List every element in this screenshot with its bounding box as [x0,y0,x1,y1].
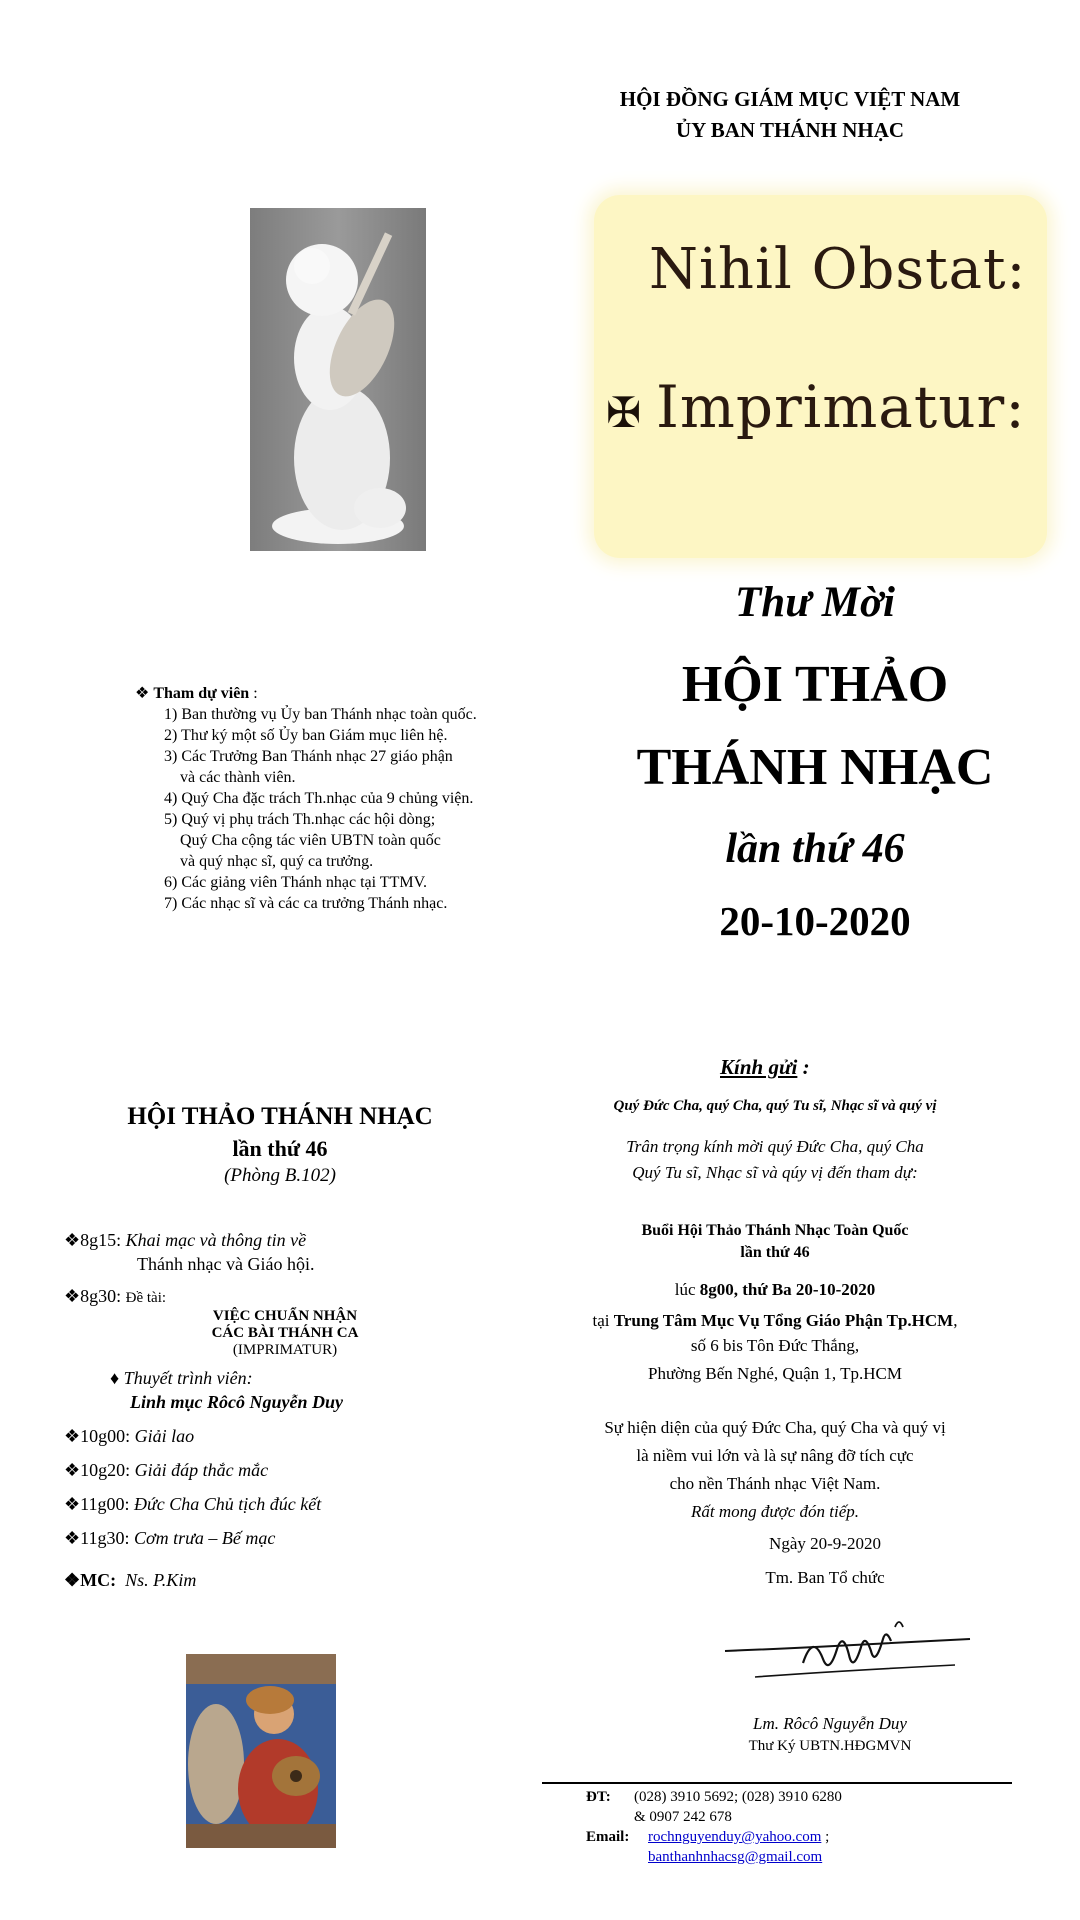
address-line-2: Phường Bến Nghé, Quận 1, Tp.HCM [648,1364,902,1383]
list-item: 6) Các giảng viên Thánh nhạc tại TTMV. [164,874,428,891]
program-title: HỘI THẢO THÁNH NHẠC [127,1103,433,1130]
org-line-2: ỦY BAN THÁNH NHẠC [675,118,905,142]
list-item: 7) Các nhạc sĩ và các ca trưởng Thánh nhạc. [164,895,448,912]
list-item: 5) Quý vị phụ trách Th.nhạc các hội dòng; [164,811,436,828]
organization-header [560,84,1020,146]
schedule-row: ❖11g00: Đức Cha Chủ tịch đúc kết [64,1494,322,1514]
invite-line-1: Trân trọng kính mời quý Đức Cha, quý Cha [626,1137,924,1156]
schedule-row-continued: Thánh nhạc và Giáo hội. [137,1254,315,1274]
email-link-2[interactable]: banthanhnhacsg@gmail.com [648,1849,823,1865]
email-link-1[interactable]: rochnguyenduy@yahoo.com [648,1829,822,1845]
list-item: 2) Thư ký một số Ủy ban Giám mục liên hệ. [164,727,448,744]
address-line-1: số 6 bis Tôn Đức Thắng, [690,1336,860,1355]
event-time: lúc 8g00, thứ Ba 20-10-2020 [674,1280,876,1299]
participants-heading: ❖ Tham dự viên : [135,685,258,702]
list-item: 3) Các Trưởng Ban Thánh nhạc 27 giáo phận [164,748,453,765]
schedule-row: ❖8g30: Đề tài: [64,1286,167,1306]
angel-fresco-image [186,1654,336,1848]
nihil-obstat-imprimatur-box [594,195,1047,558]
diamond-bullet-icon: ❖ [135,685,150,702]
list-item: Quý Cha cộng tác viên UBTN toàn quốc [180,832,441,849]
presence-line-3: cho nền Thánh nhạc Việt Nam. [669,1474,881,1493]
phone-row: ĐT: (028) 3910 5692; (028) 3910 6280 [586,1789,842,1805]
recipients: Quý Đức Cha, quý Cha, quý Tu sĩ, Nhạc sĩ và quý vị [613,1098,937,1114]
participants-list [135,683,555,914]
divider-line [542,1782,1012,1784]
list-item: và quý nhạc sĩ, quý ca trưởng. [180,853,374,870]
title-line-1: HỘI THẢO [681,656,949,713]
nihil-obstat-text: Nihil Obstat: [649,237,1027,302]
speaker-label: ♦ Thuyết trình viên: [110,1368,253,1388]
mc-row: ❖MC: Ns. P.Kim [64,1570,197,1590]
presence-line-2: là niềm vui lớn và là sự nâng đỡ tích cực [636,1446,914,1465]
signer-title: Thư Ký UBTN.HĐGMVN [748,1738,912,1754]
speaker-name: Linh mục Rôcô Nguyễn Duy [130,1392,344,1412]
schedule-row: ❖11g30: Cơm trưa – Bế mạc [64,1528,276,1548]
program-subtitle: lần thứ 46 [232,1136,328,1161]
organizer-line: Tm. Ban Tổ chức [765,1568,885,1587]
invitation-label: Thư Mời [735,579,895,626]
cross-icon: ✠ [606,391,642,437]
handwritten-signature [715,1605,985,1695]
event-date: 20-10-2020 [719,898,911,944]
event-place: tại Trung Tâm Mục Vụ Tổng Giáo Phận Tp.HCM, [592,1311,958,1330]
contact-info [586,1787,842,1867]
presence-line-1: Sự hiện diện của quý Đức Cha, quý Cha và quý vị [604,1418,946,1437]
org-line-1: HỘI ĐỒNG GIÁM MỤC VIỆT NAM [619,87,961,111]
topic-block: VIỆC CHUẨN NHẬN CÁC BÀI THÁNH CA (IMPRIMATUR) [211,1308,359,1358]
email-row: Email: rochnguyenduy@yahoo.com ; [586,1829,830,1845]
schedule-row: ❖10g20: Giải đáp thắc mắc [64,1460,269,1480]
title-line-2: THÁNH NHẠC [636,739,994,796]
event-name: Buổi Hội Thảo Thánh Nhạc Toàn Quốc lần thứ 46 [641,1222,909,1261]
list-item: 4) Quý Cha đặc trách Th.nhạc của 9 chủng viện. [164,790,474,807]
schedule-row: ❖8g15: Khai mạc và thông tin về [64,1230,307,1250]
signer-name: Lm. Rôcô Nguyễn Duy [753,1714,907,1733]
imprimatur-text: Imprimatur: [656,373,1026,441]
list-item: và các thành viên. [180,769,296,786]
angel-statue-image [250,208,426,551]
welcome-line: Rất mong được đón tiếp. [690,1502,860,1521]
program-room: (Phòng B.102) [224,1165,336,1186]
list-item: 1) Ban thường vụ Ủy ban Thánh nhạc toàn quốc. [164,706,477,723]
kinh-gui-heading: Kính gửi : [720,1055,810,1079]
email-row-2 [586,1847,842,1867]
letter-date: Ngày 20-9-2020 [769,1534,881,1553]
phone-row-2: & 0907 242 678 [634,1809,732,1825]
edition-label: lần thứ 46 [725,826,905,872]
invite-line-2: Quý Tu sĩ, Nhạc sĩ và qúy vị đến tham dự: [632,1163,918,1182]
schedule-row: ❖10g00: Giải lao [64,1426,195,1446]
